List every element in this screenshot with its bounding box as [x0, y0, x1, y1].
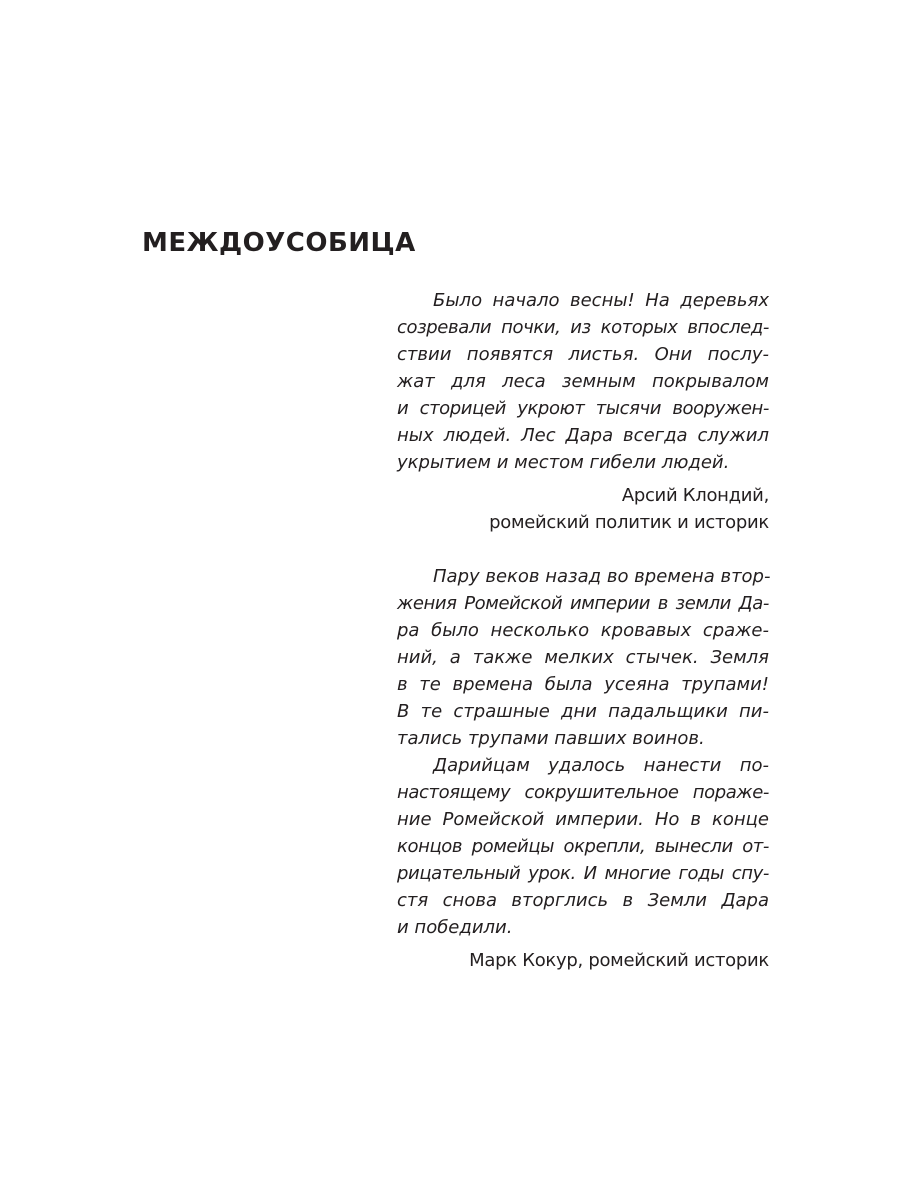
chapter-title: МЕЖДОУСОБИЦА [142, 228, 416, 258]
epigraph-line: и сторицей укроют тысячи вооружен- [397, 398, 769, 419]
epigraph-author: Арсий Клондий, [621, 485, 769, 506]
epigraph-line: Дарийцам удалось нанести по- [433, 755, 769, 776]
epigraph-line: настоящему сокрушительное пораже- [397, 782, 769, 803]
epigraph-line: концов ромейцы окрепли, вынесли от- [397, 836, 769, 857]
epigraph-line: Было начало весны! На деревьях [433, 290, 769, 311]
epigraph-line: ний, а также мелких стычек. Земля [397, 647, 769, 668]
epigraph-author: Марк Кокур, ромейский историк [469, 950, 769, 971]
epigraph-line: стя снова вторглись в Земли Дара [397, 890, 769, 911]
epigraph-line: жат для леса земным покрывалом [397, 371, 769, 392]
epigraph-line: укрытием и местом гибели людей. [397, 452, 730, 473]
epigraph-line: Пару веков назад во времена втор- [433, 566, 771, 587]
epigraph-first [397, 287, 769, 536]
epigraph-line: в те времена была усеяна трупами! [397, 674, 769, 695]
epigraph-line: В те страшные дни падальщики пи- [397, 701, 769, 722]
epigraph-line: жения Ромейской империи в земли Да- [397, 593, 769, 614]
epigraph-line: ние Ромейской империи. Но в конце [397, 809, 769, 830]
epigraph-author-role: ромейский политик и историк [489, 512, 769, 533]
epigraph-line: и победили. [397, 917, 513, 938]
epigraph-line: рицательный урок. И многие годы спу- [397, 863, 769, 884]
epigraph-line: ных людей. Лес Дара всегда служил [397, 425, 769, 446]
epigraph-line: созревали почки, из которых впослед- [397, 317, 769, 338]
epigraph-line: ствии появятся листья. Они послу- [397, 344, 769, 365]
epigraph-line: тались трупами павших воинов. [397, 728, 705, 749]
epigraph-second [397, 563, 769, 974]
epigraph-line: ра было несколько кровавых сраже- [397, 620, 769, 641]
